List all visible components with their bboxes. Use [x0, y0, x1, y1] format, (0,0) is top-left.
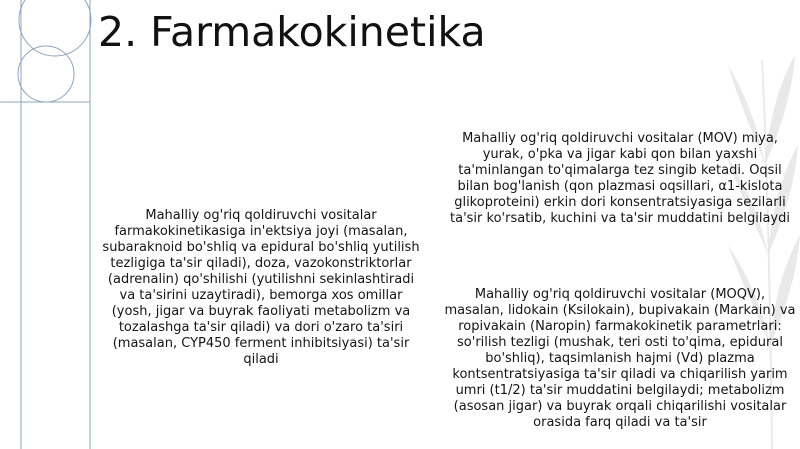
slide-title: 2. Farmakokinetika — [98, 8, 486, 56]
right-bottom-text-block: Mahalliy og'riq qoldiruvchi vositalar (MOQV), masalan, lidokain (Ksilokain), bupivakain (Markain) va ropivakain (Naropin) farmakokinetik parametrlari: so'rilish tezligi (mushak, teri osti to'qima, epidural bo'shliq), taqsimlanish hajmi (Vd) plazma kontsentratsiyasiga ta'sir qiladi va chiqarilish yarim umri (t1/2) ta'sir muddatini belgilaydi; metabolizm (asosan jigar) va buyrak orqali chiqarilishi vositalar orasida farq qiladi va ta'sir — [444, 287, 796, 430]
left-text-block: Mahalliy og'riq qoldiruvchi vositalar farmakokinetikasiga in'ektsiya joyi (masalan, subaraknoid bo'shliq va epidural bo'shliq yutilish tezligiga ta'sir qiladi), doza, vazokonstriktorlar (adrenalin) qo'shilishi (yutilishni sekinlashtiradi va ta'sirini uzaytiradi), bemorga xos omillar (yosh, jigar va buyrak faoliyati metabolizm va tozalashga ta'sir qiladi) va dori o'zaro ta'siri (masalan, CYP450 ferment inhibitsiyasi) ta'sir qiladi — [102, 208, 420, 367]
right-top-text-block: Mahalliy og'riq qoldiruvchi vositalar (MOV) miya, yurak, o'pka va jigar kabi qon bilan yaxshi ta'minlangan to'qimalarga tez singib ketadi. Oqsil bilan bog'lanish (qon plazmasi oqsillari, α1-kislota glikoproteini) erkin dori konsentratsiyasiga sezilarli ta'sir ko'rsatib, kuchini va ta'sir muddatini belgilaydi — [450, 131, 790, 226]
decorative-lines — [0, 0, 91, 449]
